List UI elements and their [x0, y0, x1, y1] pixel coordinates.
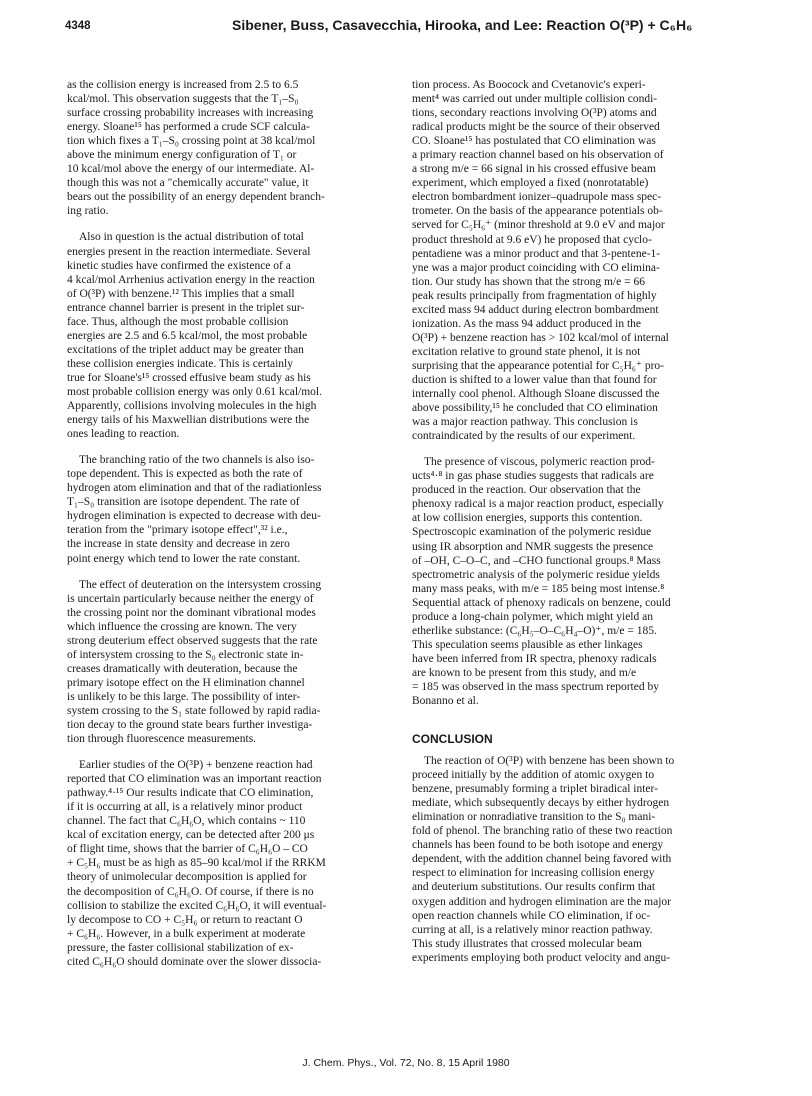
page-number: 4348 — [65, 20, 91, 32]
section-heading-conclusion: CONCLUSION — [412, 732, 493, 747]
paragraph: Earlier studies of the O(³P) + benzene reaction had reported that CO elimination was an important reaction pathway.⁴·¹⁵ Our results indicate that CO elimination, if it is occurring at all, is a relatively minor product channel. The fact that C₆H₆O, which contains ~ 110 kcal of excitation energy, can be detected after 200 μs of flight time, shows that the barrier of C₆H₆O – CO + C₅H₆ must be as high as 85–90 kcal/mol if the RRKM theory of unimolecular decomposition is applied for the decomposition of C₆H₆O. Of course, if there is no collision to stabilize the excited C₆H₆O, it will eventual- ly decompose to CO + C₅H₆ or return to reactant O + C₆H₆. However, in a bulk experiment at moderate pressure, the faster collisional stabilization of ex- cited C₆H₆O should dominate over the slower dissocia- — [67, 759, 327, 968]
paragraph: as the collision energy is increased from 2.5 to 6.5 kcal/mol. This observation suggests that the T₁–S₀ surface crossing probability increases with increasing energy. Sloane¹⁵ has performed a crude SCF calcula- tion which fixes a T₁–S₀ crossing point at 38 kcal/mol above the minimum energy configuration of T₁ or 10 kcal/mol above the energy of our intermediate. Al- though this was not a "chemically accurate" value, it bears out the possibility of an energy dependent branch- ing ratio. — [67, 79, 325, 218]
paragraph: The presence of viscous, polymeric reaction prod- ucts⁴·⁸ in gas phase studies suggests that radicals are produced in the reaction. Our observation that the phenoxy radical is a major reaction product, especially at low collision energies, supports this contention. Spectroscopic examination of the polymeric residue using IR absorption and NMR suggests the presence of –OH, C–O–C, and –CHO functional groups.⁸ Mass spectrometric analysis of the polymeric residue yields many mass peaks, with m/e = 185 being most intense.⁸ Sequential attack of phenoxy radicals on benzene, could produce a long-chain polymer, which might yield an etherlike substance: (C₆H₅–O–C₆H₄–O)⁺, m/e = 185. This speculation seems plausible as ether linkages have been inferred from IR spectra, phenoxy radicals are known to be present from this study, and m/e = 185 was observed in the mass spectrum reported by Bonanno et al. — [412, 456, 671, 708]
page-header — [65, 14, 745, 42]
left-column — [67, 78, 396, 969]
conclusion-paragraph: The reaction of O(³P) with benzene has been shown to proceed initially by the addition of atomic oxygen to benzene, presumably forming a triplet biradical inter- mediate, which subsequently decays by either hydrogen elimination or nonradiative transition to the S₀ mani- fold of phenol. The branching ratio of these two reaction channels has been found to be both isotope and energy dependent, with the addition channel being favored with respect to elimination for increasing collision energy and deuterium substitutions. Our results confirm that oxygen addition and hydrogen elimination are the major open reaction channels while CO elimination, if oc- curring at all, is a relatively minor reaction pathway. This study illustrates that crossed molecular beam experiments employing both product velocity and angu- — [412, 755, 675, 964]
paragraph: The effect of deuteration on the intersystem crossing is uncertain particularly because neither the energy of the crossing point nor the dominant vibrational modes which influence the crossing are known. The very strong deuterium effect observed suggests that the rate of intersystem crossing to the S₀ electronic state in- creases dramatically with deuteration, because the primary isotope effect on the H elimination channel is unlikely to be this large. The possibility of inter- system crossing to the S₁ state followed by rapid radia- tion decay to the ground state bears further investiga- tion through fluorescence measurements. — [67, 578, 322, 746]
paragraph: The branching ratio of the two channels is also iso- tope dependent. This is expected as both the rate of hydrogen atom elimination and that of the radiationless T₁–S₀ transition are isotope dependent. The rate of hydrogen elimination is expected to decrease with deu- teration from the "primary isotope effect",³² i.e., the increase in state density and decrease in zero point energy which tend to lower the rate constant. — [67, 454, 322, 565]
right-column — [412, 78, 747, 969]
journal-citation-footer: J. Chem. Phys., Vol. 72, No. 8, 15 April 1980 — [302, 1057, 510, 1069]
paragraph: Also in question is the actual distribution of total energies present in the reaction intermediate. Several kinetic studies have confirmed the existence of a 4 kcal/mol Arrhenius activation energy in the reaction of O(³P) with benzene.¹² This implies that a small entrance channel barrier is present in the triplet sur- face. Thus, although the most probable collision energies are 2.5 and 6.5 kcal/mol, the most probable excitations of the triplet adduct may be greater than these collision energies indicate. This is certainly true for Sloane's¹⁵ crossed effusive beam study as his most probable collision energy was only 0.61 kcal/mol. Apparently, collisions involving molecules in the high energy tails of his Maxwellian distributions were the ones leading to reaction. — [67, 231, 322, 441]
body-columns — [67, 78, 747, 969]
paragraph: tion process. As Boocock and Cvetanovic's experi- ment⁴ was carried out under multiple collision condi- tions, secondary reactions involving O(³P) atoms and radical products might be the source of their observed CO. Sloane¹⁵ has postulated that CO elimination was a primary reaction channel based on his observation of a strong m/e = 66 signal in his crossed effusive beam experiment, which employed a fixed (nonrotatable) electron bombardment ionizer–quadrupole mass spec- trometer. On the basis of the appearance potentials ob- served for C₅H₆⁺ (minor threshold at 9.0 eV and major product threshold at 9.6 eV) he proposed that cyclo- pentadiene was a minor product and that 3-pentene-1- yne was a major product coinciding with CO elimina- tion. Our study has shown that the strong m/e = 66 peak results principally from fragmentation of highly excited mass 94 adduct during electron bombardment ionization. As the mass 94 adduct produced in the O(³P) + benzene reaction has > 102 kcal/mol of internal excitation relative to ground state phenol, it is not surprising that the appearance potential for C₅H₆⁺ pro- duction is shifted to a lower value than that found for internally cool phenol. Although Sloane discussed the above possibility,¹⁵ he concluded that CO elimination was a major reaction pathway. This conclusion is contraindicated by the results of our experiment. — [412, 79, 669, 443]
running-title: Sibener, Buss, Casavecchia, Hirooka, and Lee: Reaction O(³P) + C₆H₆ — [232, 17, 693, 33]
